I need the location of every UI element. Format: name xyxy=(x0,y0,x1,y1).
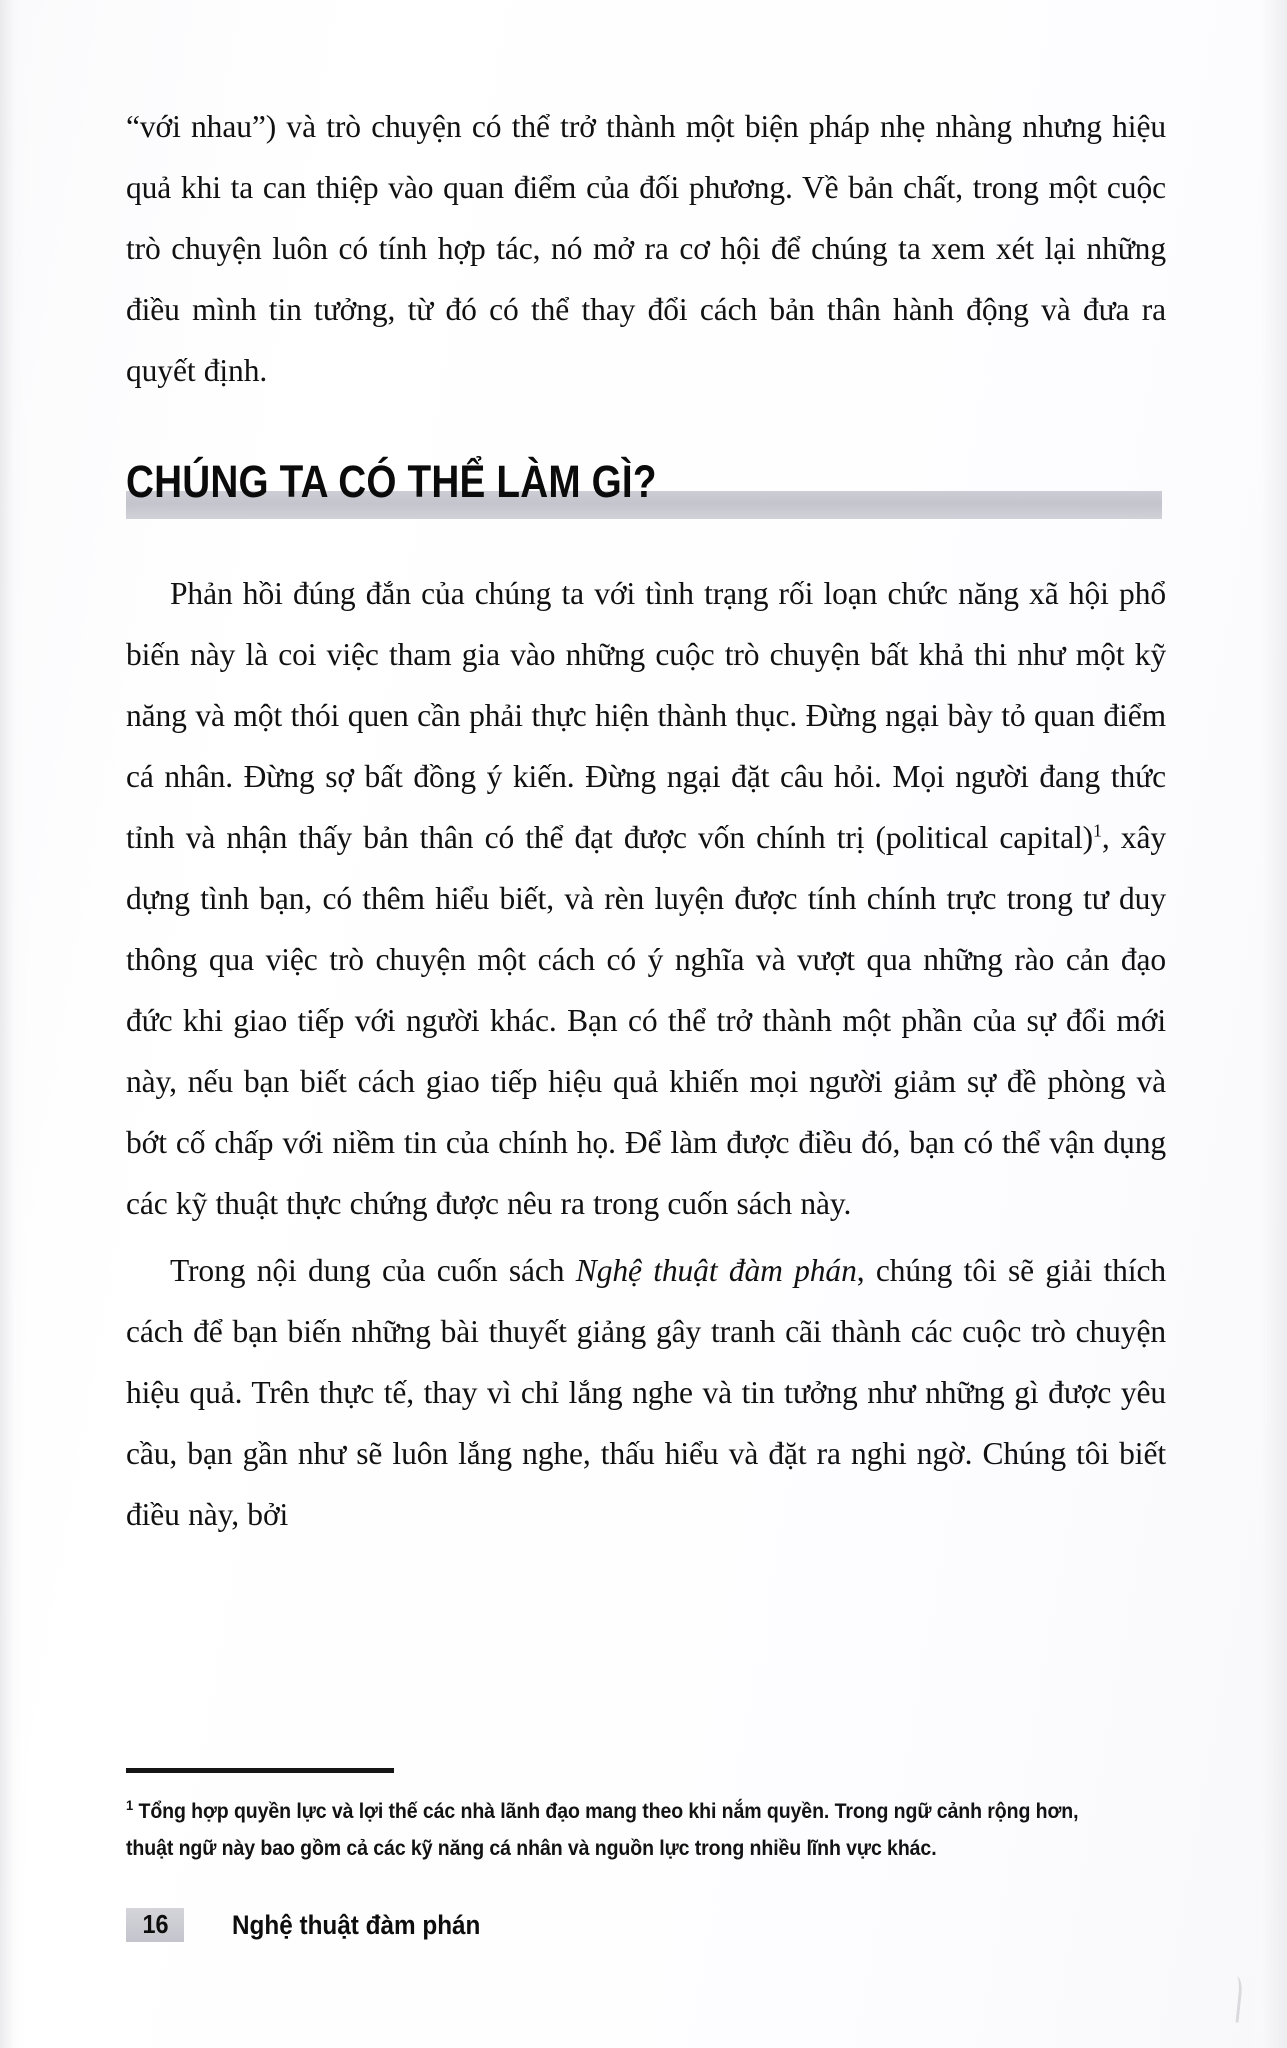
paragraph-three xyxy=(126,1240,1166,1545)
page-edge-shadow-left xyxy=(0,0,26,2048)
section-heading-text: CHÚNG TA CÓ THỂ LÀM GÌ? xyxy=(126,456,657,507)
footnote-text xyxy=(126,1793,1099,1867)
footnote-reference-marker[interactable]: 1 xyxy=(1093,820,1102,841)
page-edge-shadow-right xyxy=(1245,0,1287,2048)
section-heading xyxy=(126,445,1166,533)
footnote-number: 1 xyxy=(126,1797,134,1813)
page-content xyxy=(126,96,1166,1545)
running-title: Nghệ thuật đàm phán xyxy=(232,1910,481,1940)
paragraph-continuation: “với nhau”) và trò chuyện có thể trở thành một biện pháp nhẹ nhàng nhưng hiệu quả khi ta can thiệp vào quan điểm của đối phương. Về bản chất, trong một cuộc trò chuyện luôn có tính hợp tác, nó mở ra cơ hội để chúng ta xem xét lại những điều mình tin tưởng, từ đó có thể thay đổi cách bản thân hành động và đưa ra quyết định. xyxy=(126,109,1166,388)
paragraph-two-part-one: Phản hồi đúng đắn của chúng ta với tình trạng rối loạn chức năng xã hội phổ biến này là coi việc tham gia vào những cuộc trò chuyện bất khả thi như một kỹ năng và một thói quen cần phải thực hiện thành thục. Đừng ngại bày tỏ quan điểm cá nhân. Đừng sợ bất đồng ý kiến. Đừng ngại đặt câu hỏi. Mọi người đang thức tỉnh và nhận thấy bản thân có thể đạt được vốn chính trị (political capital) xyxy=(126,576,1166,855)
paragraph-two-part-two: , xây dựng tình bạn, có thêm hiểu biết, và rèn luyện được tính chính trực trong tư duy thông qua việc trò chuyện một cách có ý nghĩa và vượt qua những rào cản đạo đức khi giao tiếp với người khác. Bạn có thể trở thành một phần của sự đổi mới này, nếu bạn biết cách giao tiếp hiệu quả khiến mọi người giảm sự đề phòng và bớt cố chấp với niềm tin của chính họ. Để làm được điều đó, bạn có thể vận dụng các kỹ thuật thực chứng được nêu ra trong cuốn sách này. xyxy=(126,820,1166,1221)
page-number: 16 xyxy=(141,1909,169,1939)
running-footer xyxy=(126,1908,508,1942)
page-curl-mark xyxy=(1222,1975,1244,2023)
footnote-block xyxy=(126,1768,1172,1867)
footnote-separator-rule xyxy=(126,1768,394,1773)
book-title-italic: Nghệ thuật đàm phán xyxy=(575,1253,857,1288)
paragraph-two xyxy=(126,563,1166,1234)
paragraph-three-part-two: , chúng tôi sẽ giải thích cách để bạn biến những bài thuyết giảng gây tranh cãi thành các cuộc trò chuyện hiệu quả. Trên thực tế, thay vì chỉ lắng nghe và tin tưởng như những gì được yêu cầu, bạn gần như sẽ luôn lắng nghe, thấu hiểu và đặt ra nghi ngờ. Chúng tôi biết điều này, bởi xyxy=(126,1253,1166,1532)
footnote-body: Tổng hợp quyền lực và lợi thế các nhà lãnh đạo mang theo khi nắm quyền. Trong ngữ cảnh rộng hơn, thuật ngữ này bao gồm cả các kỹ năng cá nhân và nguồn lực trong nhiều lĩnh vực khác. xyxy=(126,1800,1079,1860)
paragraph-three-part-one: Trong nội dung của cuốn sách xyxy=(170,1253,576,1288)
page-number-box xyxy=(126,1908,184,1942)
